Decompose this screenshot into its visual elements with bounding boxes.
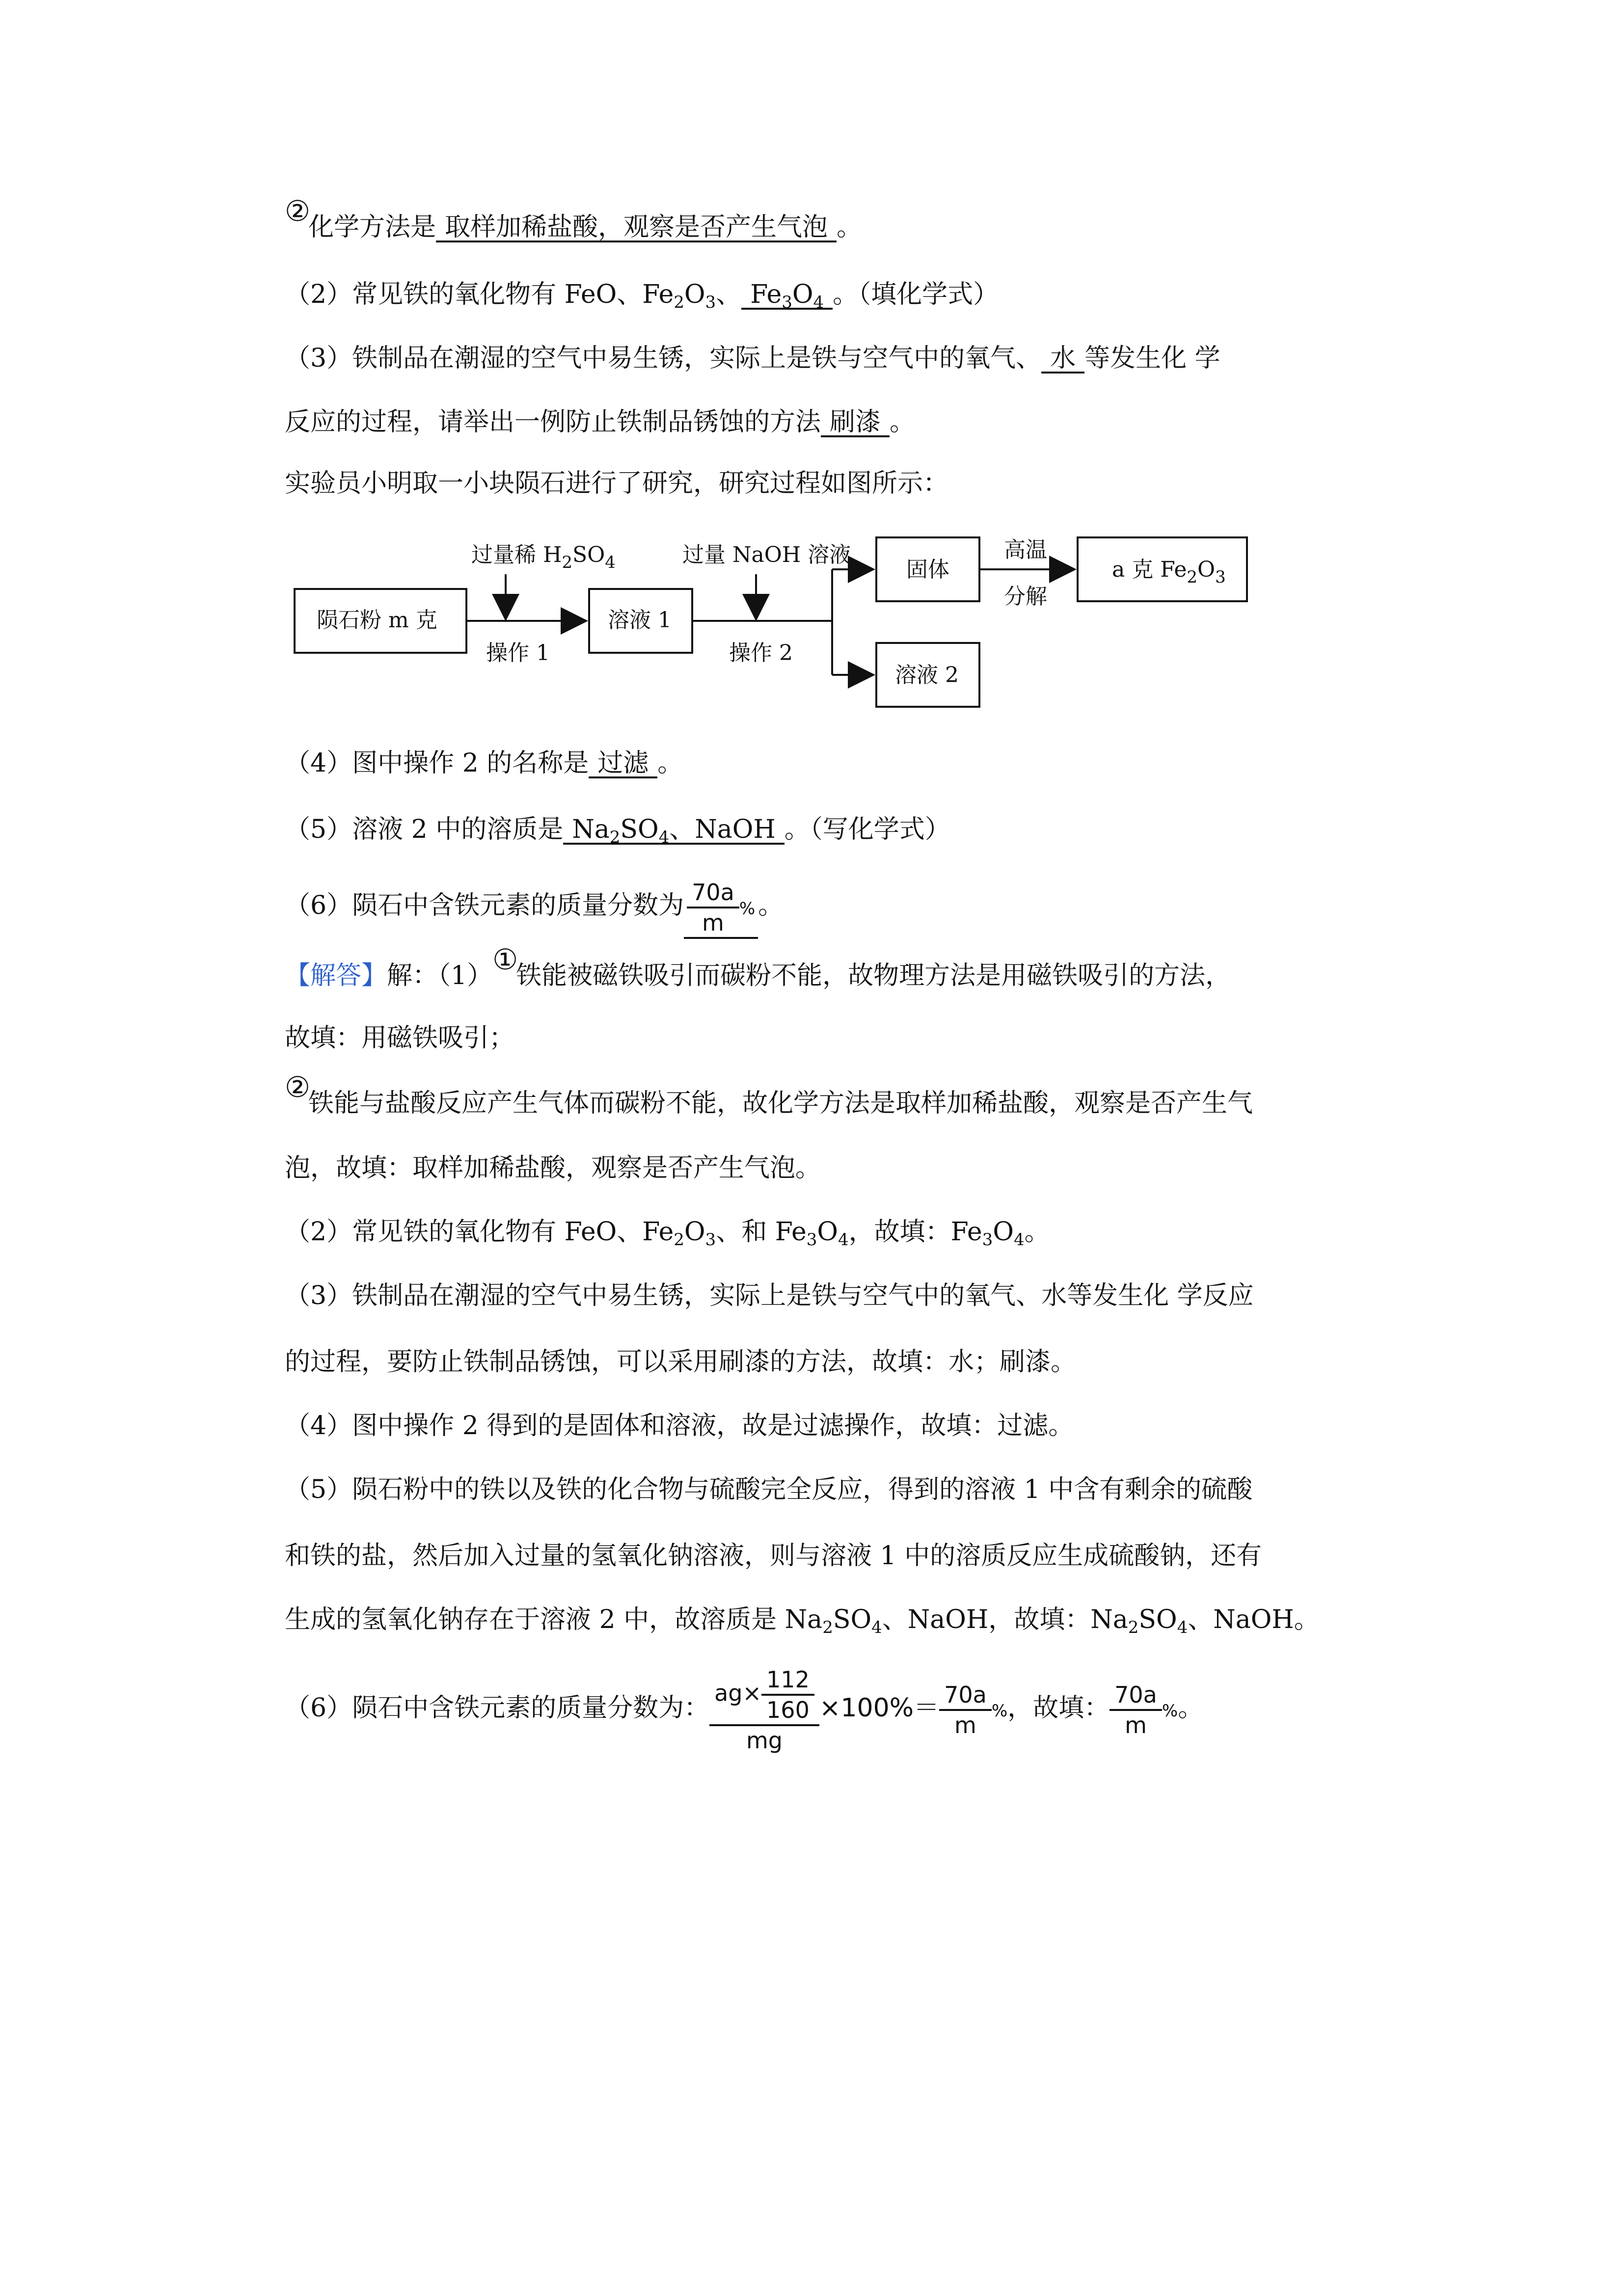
label-reagent1: 过量稀 $H_2SO_4$ xyxy=(471,542,616,572)
label-decompose: 分解 xyxy=(1004,584,1047,609)
solution-line-5: （2）常见铁的氧化物有 FeO、$Fe_2O_3$、和 $Fe_3O_4$，故填：$Fe_3O_4$。 xyxy=(285,1217,1050,1250)
question-line-3: （3）铁制品在潮湿的空气中易生锈，实际上是铁与空气中的氧气、 水 等发生化 学 xyxy=(285,344,1220,373)
label-solid: 固体 xyxy=(906,557,949,582)
question-line-4: （4）图中操作 2 的名称是 过滤 。 xyxy=(285,748,683,778)
question-line-2: （2）常见铁的氧化物有 FeO、$Fe_2O_3$、 $Fe_3O_4$ 。（填化学式） xyxy=(285,280,999,312)
label-high-temp: 高温 xyxy=(1004,537,1047,562)
solution-label: 【解答】 xyxy=(285,961,387,990)
solution-line-8: （4）图中操作 2 得到的是固体和溶液，故是过滤操作，故填：过滤。 xyxy=(285,1411,1074,1441)
circled-two: ② xyxy=(285,194,310,228)
question-line-3b: 反应的过程，请举出一例防止铁制品锈蚀的方法 刷漆 。 xyxy=(285,407,916,437)
solution-line-10: 和铁的盐，然后加入过量的氢氧化钠溶液，则与溶液 1 中的溶质反应生成硫酸钠，还有 xyxy=(285,1541,1262,1571)
solution-line-3: ②铁能与盐酸反应产生气体而碳粉不能，故化学方法是取样加稀盐酸，观察是否产生气 xyxy=(285,1070,1253,1118)
answer-blank: 水 xyxy=(1041,345,1084,374)
label-solution2: 溶液 2 xyxy=(895,663,959,688)
question-line-6: （6）陨石中含铁元素的质量分数为 $\frac{70a}{m}$ % 。 xyxy=(285,869,784,942)
solution-line-1: 【解答】解：（1）①铁能被磁铁吸引而碳粉不能，故物理方法是用磁铁吸引的方法， xyxy=(285,943,1231,990)
label-op1: 操作 1 xyxy=(486,641,550,666)
circled-two: ② xyxy=(285,1070,310,1104)
fraction-70a-m: $\frac{70a}{m}$ xyxy=(939,1681,992,1739)
answer-blank: $Fe_3O_4$ xyxy=(741,281,833,310)
fraction-70a-m: $\frac{70a}{m}$ xyxy=(687,878,739,937)
answer-blank: 取样加稀盐酸，观察是否产生气泡 xyxy=(436,214,837,242)
intro-line: 实验员小明取一小块陨石进行了研究，研究过程如图所示： xyxy=(285,469,949,498)
label-reagent2: 过量 NaOH 溶液 xyxy=(682,542,851,567)
solution-line-9: （5）陨石粉中的铁以及铁的化合物与硫酸完全反应，得到的溶液 1 中含有剩余的硫酸 xyxy=(285,1475,1253,1504)
solution-line-12: （6）陨石中含铁元素的质量分数为： ag× $\frac{112}{160}$ mg ×100%＝ $\frac{70a}{m}$ %，故填： $\frac{70a}{m}$ %。 xyxy=(285,1666,1204,1754)
label-fe2o3: a 克 $Fe_2O_3$ xyxy=(1112,557,1226,587)
fraction-112-160: $\frac{112}{160}$ xyxy=(761,1665,814,1724)
answer-blank: 刷漆 xyxy=(821,409,890,437)
question-line-5: （5）溶液 2 中的溶质是 $Na_2SO_4$、NaOH 。（写化学式） xyxy=(285,815,950,847)
solution-line-2: 故填：用磁铁吸引； xyxy=(285,1023,515,1053)
label-op2: 操作 2 xyxy=(729,641,793,666)
answer-blank: 过滤 xyxy=(589,750,657,778)
label-solution1: 溶液 1 xyxy=(608,608,672,633)
question-line-chem-method: ②化学方法是 取样加稀盐酸，观察是否产生气泡 。 xyxy=(285,194,863,242)
circled-one: ① xyxy=(492,943,518,976)
fraction-70a-m: $\frac{70a}{m}$ xyxy=(1110,1681,1162,1739)
solution-line-4: 泡，故填：取样加稀盐酸，观察是否产生气泡。 xyxy=(285,1153,821,1183)
answer-blank: $\frac{70a}{m}$ % xyxy=(684,878,758,939)
process-flow-diagram xyxy=(290,530,1272,717)
answer-blank: $Na_2SO_4$、NaOH xyxy=(563,816,785,845)
solution-line-7: 的过程，要防止铁制品锈蚀，可以采用刷漆的方法，故填：水；刷漆。 xyxy=(285,1347,1077,1377)
fraction-mass-calc: ag× $\frac{112}{160}$ mg xyxy=(709,1665,819,1755)
solution-line-6: （3）铁制品在潮湿的空气中易生锈，实际上是铁与空气中的氧气、水等发生化 学反应 xyxy=(285,1281,1254,1310)
label-meteorite: 陨石粉 m 克 xyxy=(317,608,437,633)
solution-line-11: 生成的氢氧化钠存在于溶液 2 中，故溶质是 $Na_2SO_4$、NaOH，故填：$Na_2SO_4$、NaOH。 xyxy=(285,1605,1320,1637)
